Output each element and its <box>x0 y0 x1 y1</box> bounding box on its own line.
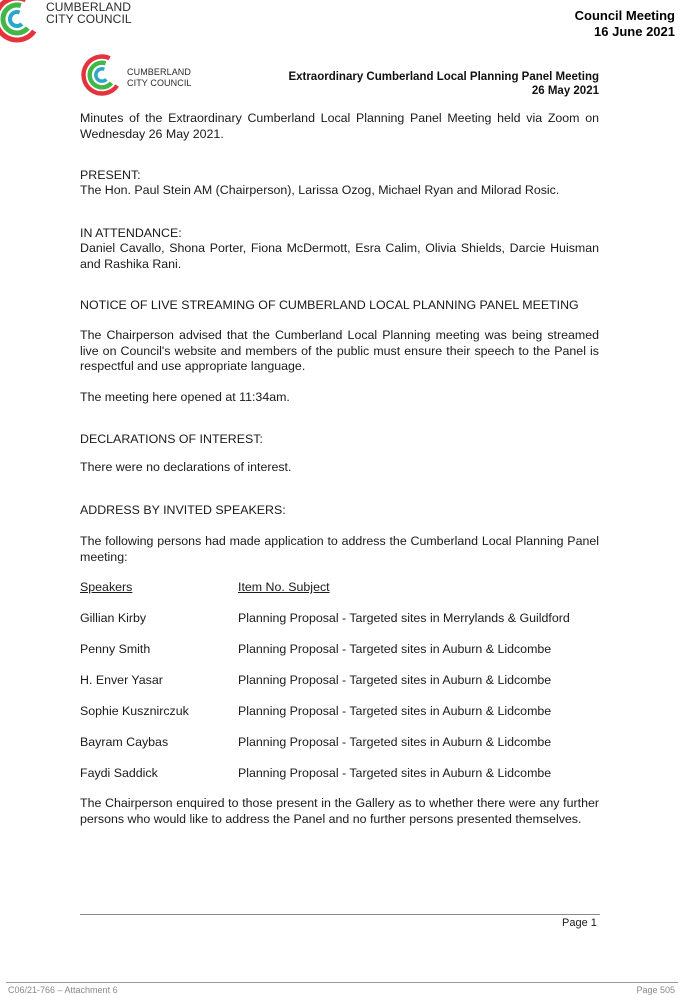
speaker-name: Gillian Kirby <box>80 611 147 625</box>
bottom-divider <box>6 982 678 983</box>
closing-paragraph: The Chairperson enquired to those present in the Gallery as to whether there were any further persons who would like to address the Panel and no further persons presented themselves. <box>80 796 599 826</box>
document-logo-icon <box>80 53 124 97</box>
streaming-text: The Chairperson advised that the Cumberland Local Planning meeting was being streamed live on Council's website and members of the public must ensure their speech to the Panel is respectful and use appropriate language. <box>80 328 599 373</box>
speaker-item: Planning Proposal - Targeted sites in Auburn & Lidcombe <box>238 673 552 687</box>
speakers-intro: The following persons had made application to address the Cumberland Local Planning Panel meeting: <box>80 534 599 564</box>
meeting-title: Council Meeting <box>574 8 675 23</box>
speaker-item: Planning Proposal - Targeted sites in Auburn & Lidcombe <box>238 642 552 656</box>
streaming-heading: NOTICE OF LIVE STREAMING OF CUMBERLAND LOCAL PLANNING PANEL MEETING <box>80 298 579 312</box>
attendance-text: Daniel Cavallo, Shona Porter, Fiona McDermott, Esra Calim, Olivia Shields, Darcie Huisman and Rashika Rani. <box>80 241 599 271</box>
meeting-date: 16 June 2021 <box>594 24 675 39</box>
attendance-heading: IN ATTENDANCE: <box>80 226 182 240</box>
speaker-item: Planning Proposal - Targeted sites in Merrylands & Guildford <box>238 611 570 625</box>
panel-meeting-header <box>288 70 599 98</box>
logo-line-2: CITY COUNCIL <box>46 12 132 26</box>
speaker-name: Faydi Saddick <box>80 766 158 780</box>
speaker-name: Sophie Kusznirczuk <box>80 704 189 718</box>
speakers-heading: ADDRESS BY INVITED SPEAKERS: <box>80 503 286 517</box>
present-heading: PRESENT: <box>80 168 141 182</box>
agenda-page-number: Page 505 <box>636 985 675 995</box>
attachment-reference: C06/21-766 – Attachment 6 <box>8 985 118 995</box>
speakers-col-header: Speakers <box>80 580 133 594</box>
logo-line-1: CUMBERLAND <box>46 0 132 14</box>
council-logo-wordmark <box>46 1 132 25</box>
speaker-item: Planning Proposal - Targeted sites in Auburn & Lidcombe <box>238 735 552 749</box>
speaker-name: Bayram Caybas <box>80 735 169 749</box>
opened-text: The meeting here opened at 11:34am. <box>80 390 290 404</box>
page-number: Page 1 <box>562 917 597 929</box>
speaker-item: Planning Proposal - Targeted sites in Auburn & Lidcombe <box>238 704 552 718</box>
present-text: The Hon. Paul Stein AM (Chairperson), Larissa Ozog, Michael Ryan and Milorad Rosic. <box>80 183 560 197</box>
doc-logo-line-1: CUMBERLAND <box>127 67 192 77</box>
item-col-header: Item No. Subject <box>238 580 330 594</box>
speaker-item: Planning Proposal - Targeted sites in Auburn & Lidcombe <box>238 766 552 780</box>
declarations-text: There were no declarations of interest. <box>80 460 292 474</box>
document-logo-wordmark <box>127 67 192 89</box>
speaker-name: H. Enver Yasar <box>80 673 163 687</box>
declarations-heading: DECLARATIONS OF INTEREST: <box>80 432 263 446</box>
footer-divider <box>80 914 600 915</box>
panel-title: Extraordinary Cumberland Local Planning Panel Meeting <box>288 71 599 83</box>
doc-logo-line-2: CITY COUNCIL <box>127 78 192 88</box>
speaker-name: Penny Smith <box>80 642 151 656</box>
intro-paragraph: Minutes of the Extraordinary Cumberland Local Planning Panel Meeting held via Zoom on Wednesday 26 May 2021. <box>80 111 599 141</box>
panel-date: 26 May 2021 <box>531 85 599 97</box>
council-meeting-header <box>575 8 675 40</box>
council-logo-icon <box>0 0 42 44</box>
